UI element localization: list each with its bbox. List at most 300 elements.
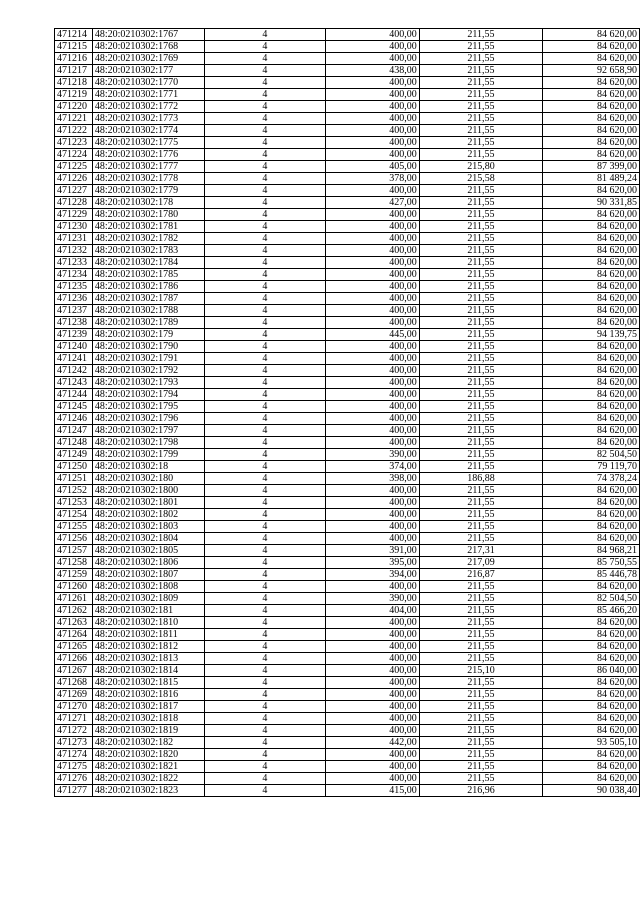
rate-cell: 211,55 xyxy=(419,317,542,329)
area-cell: 400,00 xyxy=(325,497,419,509)
table-row xyxy=(55,533,640,545)
total-value-cell: 84 620,00 xyxy=(543,533,640,545)
row-number-cell: 471249 xyxy=(55,449,93,461)
row-number-cell: 471274 xyxy=(55,749,93,761)
area-cell: 400,00 xyxy=(325,209,419,221)
table-row xyxy=(55,725,640,737)
table-row xyxy=(55,521,640,533)
cadastral-number-cell: 48:20:0210302:1769 xyxy=(92,53,205,65)
cadastral-number-cell: 48:20:0210302:1776 xyxy=(92,149,205,161)
rate-cell: 211,55 xyxy=(419,581,542,593)
area-cell: 400,00 xyxy=(325,317,419,329)
row-number-cell: 471251 xyxy=(55,473,93,485)
coefficient-cell: 4 xyxy=(205,53,325,65)
row-number-cell: 471228 xyxy=(55,197,93,209)
total-value-cell: 84 620,00 xyxy=(543,89,640,101)
table-row xyxy=(55,581,640,593)
area-cell: 400,00 xyxy=(325,713,419,725)
total-value-cell: 84 620,00 xyxy=(543,293,640,305)
area-cell: 390,00 xyxy=(325,449,419,461)
cadastral-number-cell: 48:20:0210302:1792 xyxy=(92,365,205,377)
coefficient-cell: 4 xyxy=(205,773,325,785)
row-number-cell: 471217 xyxy=(55,65,93,77)
row-number-cell: 471226 xyxy=(55,173,93,185)
total-value-cell: 84 620,00 xyxy=(543,353,640,365)
area-cell: 400,00 xyxy=(325,377,419,389)
table-row xyxy=(55,425,640,437)
table-row xyxy=(55,29,640,41)
total-value-cell: 84 620,00 xyxy=(543,521,640,533)
coefficient-cell: 4 xyxy=(205,149,325,161)
cadastral-number-cell: 48:20:0210302:1783 xyxy=(92,245,205,257)
row-number-cell: 471258 xyxy=(55,557,93,569)
coefficient-cell: 4 xyxy=(205,689,325,701)
table-row xyxy=(55,617,640,629)
cadastral-number-cell: 48:20:0210302:1806 xyxy=(92,557,205,569)
row-number-cell: 471260 xyxy=(55,581,93,593)
area-cell: 415,00 xyxy=(325,785,419,797)
total-value-cell: 86 040,00 xyxy=(543,665,640,677)
total-value-cell: 84 620,00 xyxy=(543,305,640,317)
area-cell: 400,00 xyxy=(325,137,419,149)
total-value-cell: 93 505,10 xyxy=(543,737,640,749)
table-row xyxy=(55,593,640,605)
cadastral-number-cell: 48:20:0210302:1780 xyxy=(92,209,205,221)
rate-cell: 211,55 xyxy=(419,41,542,53)
row-number-cell: 471256 xyxy=(55,533,93,545)
coefficient-cell: 4 xyxy=(205,281,325,293)
cadastral-number-cell: 48:20:0210302:1810 xyxy=(92,617,205,629)
table-row xyxy=(55,401,640,413)
cadastral-number-cell: 48:20:0210302:179 xyxy=(92,329,205,341)
row-number-cell: 471253 xyxy=(55,497,93,509)
total-value-cell: 74 378,24 xyxy=(543,473,640,485)
table-row xyxy=(55,773,640,785)
total-value-cell: 85 750,55 xyxy=(543,557,640,569)
row-number-cell: 471275 xyxy=(55,761,93,773)
area-cell: 400,00 xyxy=(325,629,419,641)
coefficient-cell: 4 xyxy=(205,209,325,221)
area-cell: 400,00 xyxy=(325,617,419,629)
rate-cell: 211,55 xyxy=(419,77,542,89)
row-number-cell: 471214 xyxy=(55,29,93,41)
coefficient-cell: 4 xyxy=(205,605,325,617)
rate-cell: 211,55 xyxy=(419,617,542,629)
table-row xyxy=(55,173,640,185)
area-cell: 400,00 xyxy=(325,281,419,293)
area-cell: 400,00 xyxy=(325,101,419,113)
total-value-cell: 84 620,00 xyxy=(543,257,640,269)
total-value-cell: 84 620,00 xyxy=(543,341,640,353)
row-number-cell: 471244 xyxy=(55,389,93,401)
total-value-cell: 84 620,00 xyxy=(543,245,640,257)
cadastral-number-cell: 48:20:0210302:1809 xyxy=(92,593,205,605)
table-row xyxy=(55,137,640,149)
area-cell: 400,00 xyxy=(325,305,419,317)
coefficient-cell: 4 xyxy=(205,329,325,341)
coefficient-cell: 4 xyxy=(205,485,325,497)
total-value-cell: 84 620,00 xyxy=(543,233,640,245)
area-cell: 400,00 xyxy=(325,401,419,413)
table-row xyxy=(55,473,640,485)
table-row xyxy=(55,641,640,653)
table-row xyxy=(55,749,640,761)
area-cell: 400,00 xyxy=(325,29,419,41)
coefficient-cell: 4 xyxy=(205,413,325,425)
table-row xyxy=(55,605,640,617)
table-row xyxy=(55,389,640,401)
total-value-cell: 84 620,00 xyxy=(543,41,640,53)
coefficient-cell: 4 xyxy=(205,785,325,797)
total-value-cell: 84 620,00 xyxy=(543,221,640,233)
total-value-cell: 84 620,00 xyxy=(543,725,640,737)
table-row xyxy=(55,233,640,245)
coefficient-cell: 4 xyxy=(205,185,325,197)
table-row xyxy=(55,629,640,641)
row-number-cell: 471232 xyxy=(55,245,93,257)
row-number-cell: 471263 xyxy=(55,617,93,629)
total-value-cell: 84 620,00 xyxy=(543,149,640,161)
cadastral-number-cell: 48:20:0210302:1817 xyxy=(92,701,205,713)
cadastral-number-cell: 48:20:0210302:1771 xyxy=(92,89,205,101)
rate-cell: 211,55 xyxy=(419,137,542,149)
coefficient-cell: 4 xyxy=(205,137,325,149)
cadastral-number-cell: 48:20:0210302:180 xyxy=(92,473,205,485)
total-value-cell: 84 620,00 xyxy=(543,689,640,701)
total-value-cell: 84 620,00 xyxy=(543,209,640,221)
rate-cell: 215,58 xyxy=(419,173,542,185)
row-number-cell: 471220 xyxy=(55,101,93,113)
coefficient-cell: 4 xyxy=(205,197,325,209)
table-row xyxy=(55,41,640,53)
row-number-cell: 471265 xyxy=(55,641,93,653)
cadastral-number-cell: 48:20:0210302:1823 xyxy=(92,785,205,797)
table-row xyxy=(55,209,640,221)
table-row xyxy=(55,653,640,665)
rate-cell: 211,55 xyxy=(419,257,542,269)
area-cell: 390,00 xyxy=(325,593,419,605)
row-number-cell: 471225 xyxy=(55,161,93,173)
coefficient-cell: 4 xyxy=(205,713,325,725)
row-number-cell: 471246 xyxy=(55,413,93,425)
coefficient-cell: 4 xyxy=(205,173,325,185)
coefficient-cell: 4 xyxy=(205,701,325,713)
total-value-cell: 84 620,00 xyxy=(543,77,640,89)
row-number-cell: 471235 xyxy=(55,281,93,293)
coefficient-cell: 4 xyxy=(205,29,325,41)
table-row xyxy=(55,437,640,449)
area-cell: 395,00 xyxy=(325,557,419,569)
area-cell: 400,00 xyxy=(325,533,419,545)
cadastral-number-cell: 48:20:0210302:1793 xyxy=(92,377,205,389)
area-cell: 400,00 xyxy=(325,641,419,653)
total-value-cell: 84 620,00 xyxy=(543,653,640,665)
table-row xyxy=(55,161,640,173)
cadastral-number-cell: 48:20:0210302:182 xyxy=(92,737,205,749)
coefficient-cell: 4 xyxy=(205,461,325,473)
coefficient-cell: 4 xyxy=(205,593,325,605)
table-row xyxy=(55,737,640,749)
rate-cell: 211,55 xyxy=(419,653,542,665)
table-row xyxy=(55,293,640,305)
cadastral-number-cell: 48:20:0210302:1805 xyxy=(92,545,205,557)
cadastral-number-cell: 48:20:0210302:18 xyxy=(92,461,205,473)
area-cell: 404,00 xyxy=(325,605,419,617)
cadastral-number-cell: 48:20:0210302:1767 xyxy=(92,29,205,41)
rate-cell: 211,55 xyxy=(419,773,542,785)
row-number-cell: 471264 xyxy=(55,629,93,641)
table-row xyxy=(55,245,640,257)
cadastral-number-cell: 48:20:0210302:181 xyxy=(92,605,205,617)
table-row xyxy=(55,281,640,293)
area-cell: 400,00 xyxy=(325,113,419,125)
rate-cell: 211,55 xyxy=(419,425,542,437)
cadastral-number-cell: 48:20:0210302:1813 xyxy=(92,653,205,665)
rate-cell: 211,55 xyxy=(419,89,542,101)
coefficient-cell: 4 xyxy=(205,425,325,437)
area-cell: 400,00 xyxy=(325,425,419,437)
row-number-cell: 471257 xyxy=(55,545,93,557)
rate-cell: 211,55 xyxy=(419,401,542,413)
total-value-cell: 84 620,00 xyxy=(543,773,640,785)
area-cell: 400,00 xyxy=(325,653,419,665)
table-row xyxy=(55,509,640,521)
table-row xyxy=(55,701,640,713)
coefficient-cell: 4 xyxy=(205,101,325,113)
cadastral-number-cell: 48:20:0210302:1807 xyxy=(92,569,205,581)
area-cell: 427,00 xyxy=(325,197,419,209)
row-number-cell: 471218 xyxy=(55,77,93,89)
rate-cell: 211,55 xyxy=(419,629,542,641)
row-number-cell: 471245 xyxy=(55,401,93,413)
table-row xyxy=(55,221,640,233)
coefficient-cell: 4 xyxy=(205,377,325,389)
cadastral-number-cell: 48:20:0210302:1782 xyxy=(92,233,205,245)
table-row xyxy=(55,89,640,101)
row-number-cell: 471216 xyxy=(55,53,93,65)
total-value-cell: 84 620,00 xyxy=(543,617,640,629)
total-value-cell: 84 620,00 xyxy=(543,53,640,65)
rate-cell: 211,55 xyxy=(419,701,542,713)
table-row xyxy=(55,185,640,197)
table-row xyxy=(55,413,640,425)
coefficient-cell: 4 xyxy=(205,221,325,233)
coefficient-cell: 4 xyxy=(205,653,325,665)
rate-cell: 211,55 xyxy=(419,233,542,245)
rate-cell: 211,55 xyxy=(419,65,542,77)
coefficient-cell: 4 xyxy=(205,113,325,125)
coefficient-cell: 4 xyxy=(205,125,325,137)
total-value-cell: 84 620,00 xyxy=(543,641,640,653)
coefficient-cell: 4 xyxy=(205,761,325,773)
total-value-cell: 84 620,00 xyxy=(543,185,640,197)
coefficient-cell: 4 xyxy=(205,629,325,641)
total-value-cell: 84 620,00 xyxy=(543,713,640,725)
total-value-cell: 84 620,00 xyxy=(543,281,640,293)
cadastral-number-cell: 48:20:0210302:1811 xyxy=(92,629,205,641)
cadastral-number-cell: 48:20:0210302:1818 xyxy=(92,713,205,725)
rate-cell: 211,55 xyxy=(419,689,542,701)
rate-cell: 211,55 xyxy=(419,737,542,749)
rate-cell: 211,55 xyxy=(419,365,542,377)
rate-cell: 211,55 xyxy=(419,413,542,425)
area-cell: 400,00 xyxy=(325,125,419,137)
coefficient-cell: 4 xyxy=(205,473,325,485)
table-row xyxy=(55,65,640,77)
cadastral-number-cell: 48:20:0210302:1821 xyxy=(92,761,205,773)
rate-cell: 211,55 xyxy=(419,281,542,293)
cadastral-number-cell: 48:20:0210302:1798 xyxy=(92,437,205,449)
row-number-cell: 471248 xyxy=(55,437,93,449)
total-value-cell: 82 504,50 xyxy=(543,449,640,461)
total-value-cell: 82 504,50 xyxy=(543,593,640,605)
total-value-cell: 90 331,85 xyxy=(543,197,640,209)
cadastral-number-cell: 48:20:0210302:1781 xyxy=(92,221,205,233)
cadastral-number-cell: 48:20:0210302:1802 xyxy=(92,509,205,521)
row-number-cell: 471262 xyxy=(55,605,93,617)
row-number-cell: 471247 xyxy=(55,425,93,437)
area-cell: 405,00 xyxy=(325,161,419,173)
cadastral-number-cell: 48:20:0210302:1801 xyxy=(92,497,205,509)
table-row xyxy=(55,677,640,689)
rate-cell: 211,55 xyxy=(419,761,542,773)
row-number-cell: 471239 xyxy=(55,329,93,341)
cadastral-number-cell: 48:20:0210302:1777 xyxy=(92,161,205,173)
rate-cell: 215,10 xyxy=(419,665,542,677)
area-cell: 400,00 xyxy=(325,725,419,737)
coefficient-cell: 4 xyxy=(205,557,325,569)
area-cell: 400,00 xyxy=(325,437,419,449)
coefficient-cell: 4 xyxy=(205,521,325,533)
coefficient-cell: 4 xyxy=(205,545,325,557)
total-value-cell: 84 620,00 xyxy=(543,437,640,449)
area-cell: 400,00 xyxy=(325,581,419,593)
table-row xyxy=(55,365,640,377)
total-value-cell: 84 620,00 xyxy=(543,137,640,149)
area-cell: 400,00 xyxy=(325,749,419,761)
rate-cell: 211,55 xyxy=(419,185,542,197)
table-row xyxy=(55,77,640,89)
coefficient-cell: 4 xyxy=(205,305,325,317)
rate-cell: 211,55 xyxy=(419,509,542,521)
cadastral-number-cell: 48:20:0210302:1812 xyxy=(92,641,205,653)
row-number-cell: 471269 xyxy=(55,689,93,701)
total-value-cell: 84 620,00 xyxy=(543,497,640,509)
cadastral-number-cell: 48:20:0210302:1775 xyxy=(92,137,205,149)
rate-cell: 211,55 xyxy=(419,29,542,41)
row-number-cell: 471221 xyxy=(55,113,93,125)
table-row xyxy=(55,497,640,509)
coefficient-cell: 4 xyxy=(205,293,325,305)
coefficient-cell: 4 xyxy=(205,725,325,737)
table-row xyxy=(55,197,640,209)
area-cell: 400,00 xyxy=(325,353,419,365)
coefficient-cell: 4 xyxy=(205,749,325,761)
cadastral-number-cell: 48:20:0210302:1796 xyxy=(92,413,205,425)
cadastral-number-cell: 48:20:0210302:1804 xyxy=(92,533,205,545)
table-row xyxy=(55,377,640,389)
row-number-cell: 471241 xyxy=(55,353,93,365)
rate-cell: 211,55 xyxy=(419,149,542,161)
cadastral-number-cell: 48:20:0210302:1803 xyxy=(92,521,205,533)
data-table xyxy=(54,28,640,797)
rate-cell: 211,55 xyxy=(419,329,542,341)
cadastral-number-cell: 48:20:0210302:1791 xyxy=(92,353,205,365)
row-number-cell: 471222 xyxy=(55,125,93,137)
cadastral-number-cell: 48:20:0210302:1768 xyxy=(92,41,205,53)
coefficient-cell: 4 xyxy=(205,317,325,329)
coefficient-cell: 4 xyxy=(205,665,325,677)
cadastral-number-cell: 48:20:0210302:1786 xyxy=(92,281,205,293)
rate-cell: 211,55 xyxy=(419,725,542,737)
table-row xyxy=(55,113,640,125)
cadastral-number-cell: 48:20:0210302:1770 xyxy=(92,77,205,89)
total-value-cell: 85 446,78 xyxy=(543,569,640,581)
rate-cell: 211,55 xyxy=(419,209,542,221)
coefficient-cell: 4 xyxy=(205,41,325,53)
row-number-cell: 471267 xyxy=(55,665,93,677)
table-row xyxy=(55,257,640,269)
area-cell: 400,00 xyxy=(325,221,419,233)
total-value-cell: 84 620,00 xyxy=(543,101,640,113)
table-row xyxy=(55,761,640,773)
table-row xyxy=(55,269,640,281)
rate-cell: 211,55 xyxy=(419,197,542,209)
total-value-cell: 84 620,00 xyxy=(543,425,640,437)
total-value-cell: 85 466,20 xyxy=(543,605,640,617)
rate-cell: 211,55 xyxy=(419,677,542,689)
total-value-cell: 90 038,40 xyxy=(543,785,640,797)
total-value-cell: 94 139,75 xyxy=(543,329,640,341)
cadastral-number-cell: 48:20:0210302:1794 xyxy=(92,389,205,401)
rate-cell: 211,55 xyxy=(419,497,542,509)
cadastral-number-cell: 48:20:0210302:1790 xyxy=(92,341,205,353)
coefficient-cell: 4 xyxy=(205,677,325,689)
area-cell: 400,00 xyxy=(325,761,419,773)
row-number-cell: 471272 xyxy=(55,725,93,737)
rate-cell: 211,55 xyxy=(419,113,542,125)
rate-cell: 211,55 xyxy=(419,713,542,725)
row-number-cell: 471219 xyxy=(55,89,93,101)
rate-cell: 186,88 xyxy=(419,473,542,485)
area-cell: 400,00 xyxy=(325,773,419,785)
row-number-cell: 471240 xyxy=(55,341,93,353)
table-row xyxy=(55,353,640,365)
total-value-cell: 84 968,21 xyxy=(543,545,640,557)
cadastral-number-cell: 48:20:0210302:1779 xyxy=(92,185,205,197)
total-value-cell: 84 620,00 xyxy=(543,317,640,329)
row-number-cell: 471224 xyxy=(55,149,93,161)
row-number-cell: 471273 xyxy=(55,737,93,749)
total-value-cell: 84 620,00 xyxy=(543,113,640,125)
area-cell: 400,00 xyxy=(325,665,419,677)
table-row xyxy=(55,545,640,557)
area-cell: 400,00 xyxy=(325,389,419,401)
table-row xyxy=(55,449,640,461)
total-value-cell: 84 620,00 xyxy=(543,509,640,521)
rate-cell: 211,55 xyxy=(419,641,542,653)
area-cell: 400,00 xyxy=(325,341,419,353)
coefficient-cell: 4 xyxy=(205,233,325,245)
coefficient-cell: 4 xyxy=(205,365,325,377)
area-cell: 400,00 xyxy=(325,53,419,65)
area-cell: 400,00 xyxy=(325,149,419,161)
coefficient-cell: 4 xyxy=(205,569,325,581)
coefficient-cell: 4 xyxy=(205,497,325,509)
coefficient-cell: 4 xyxy=(205,257,325,269)
total-value-cell: 79 119,70 xyxy=(543,461,640,473)
area-cell: 400,00 xyxy=(325,485,419,497)
